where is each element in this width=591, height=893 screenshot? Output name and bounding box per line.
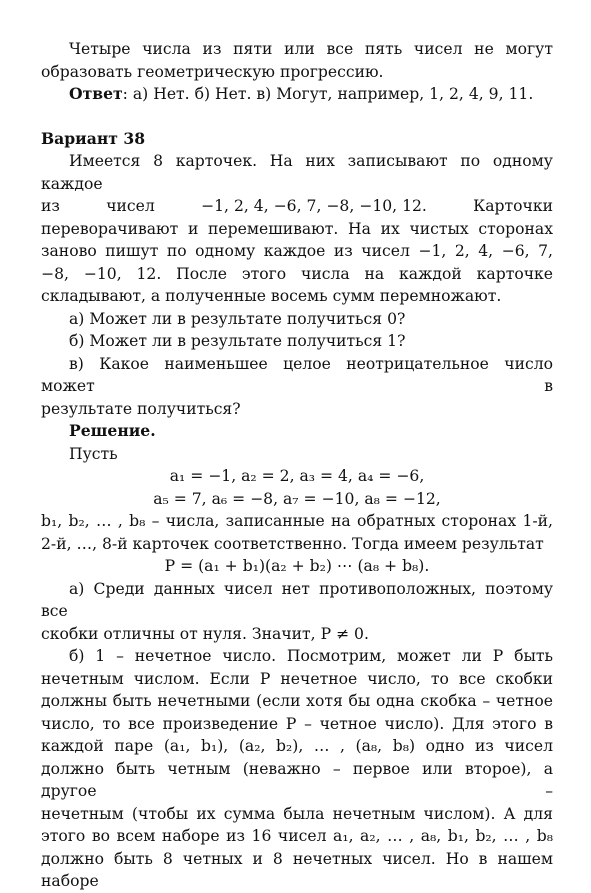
answer-label: Ответ [69, 84, 123, 103]
b-definition-line-1: b₁, b₂, … , b₈ – числа, записанные на обратных сторонах 1-й, [41, 512, 553, 530]
problem-line-6: складывают, а полученные восемь сумм перемножают. [41, 287, 502, 305]
question-a: а) Может ли в результате получиться 0? [69, 309, 406, 328]
part-b-line-4: число, то все произведение P – четное число). Для этого в [41, 714, 553, 733]
b-definition-line-2: 2-й, …, 8-й карточек соответственно. Тогда имеем результат [41, 534, 544, 553]
part-b-line-6: должно быть четным (неважно – первое или второе), а другое – [41, 759, 553, 800]
problem-word-numbers: чисел [106, 197, 155, 215]
document-page [41, 38, 553, 893]
problem-line-2 [41, 195, 553, 218]
solution-let: Пусть [69, 444, 118, 463]
problem-number-list: −1, 2, 4, −6, 7, −8, −10, 12. [201, 197, 427, 215]
part-b-line-2: нечетным числом. Если P нечетное число, то все скобки [41, 669, 553, 688]
problem-word-cards: Карточки [473, 197, 553, 215]
question-c-line-2: результате получиться? [41, 399, 241, 418]
answer-text: : а) Нет. б) Нет. в) Могут, например, 1, 2, 4, 9, 11. [122, 85, 534, 103]
part-a-line-1: а) Среди данных чисел нет противоположных, поэтому все [41, 579, 553, 620]
part-b-line-9: должно быть 8 четных и 8 нечетных чисел. Но в нашем наборе [41, 849, 553, 890]
part-b-line-3: должны быть нечетными (если хотя бы одна скобка – четное [41, 692, 553, 710]
intro-line-2: образовать геометрическую прогрессию. [41, 62, 384, 81]
question-c-line-1: в) Какое наименьшее целое неотрицательное число может в [41, 354, 553, 395]
problem-line-4: заново пишут по одному каждое из чисел −1, 2, 4, −6, 7, [41, 242, 553, 260]
part-b-line-1: б) 1 – нечетное число. Посмотрим, может ли P быть [69, 647, 553, 665]
part-b-line-5: каждой паре (a₁, b₁), (a₂, b₂), … , (a₈, b₈) одно из чисел [41, 737, 553, 755]
answer-line [41, 83, 553, 106]
solution-title: Решение. [69, 421, 156, 440]
problem-line-1: Имеется 8 карточек. На них записывают по одному каждое [41, 152, 553, 193]
question-b: б) Может ли в результате получиться 1? [69, 332, 406, 350]
variant-title: Вариант 38 [41, 128, 146, 148]
part-b-line-7: нечетным (чтобы их сумма была нечетным числом). А для [41, 804, 553, 823]
problem-word-from: из [41, 197, 60, 215]
problem-line-3: переворачивают и перемешивают. На их чистых сторонах [41, 219, 553, 238]
part-a-line-2: скобки отличны от нуля. Значит, P ≠ 0. [41, 624, 369, 643]
equation-a5-a8: a₅ = 7, a₆ = −8, a₇ = −10, a₈ = −12, [153, 489, 441, 508]
section-gap [41, 106, 553, 128]
product-formula: P = (a₁ + b₁)(a₂ + b₂) ⋯ (a₈ + b₈). [164, 557, 430, 575]
intro-line-1: Четыре числа из пяти или все пять чисел не могут [69, 40, 553, 58]
part-b-line-8: этого во всем наборе из 16 чисел a₁, a₂, … , a₈, b₁, b₂, … , b₈ [41, 827, 553, 845]
problem-line-5: −8, −10, 12. После этого числа на каждой карточке [41, 264, 553, 283]
equation-a1-a4: a₁ = −1, a₂ = 2, a₃ = 4, a₄ = −6, [169, 467, 425, 485]
